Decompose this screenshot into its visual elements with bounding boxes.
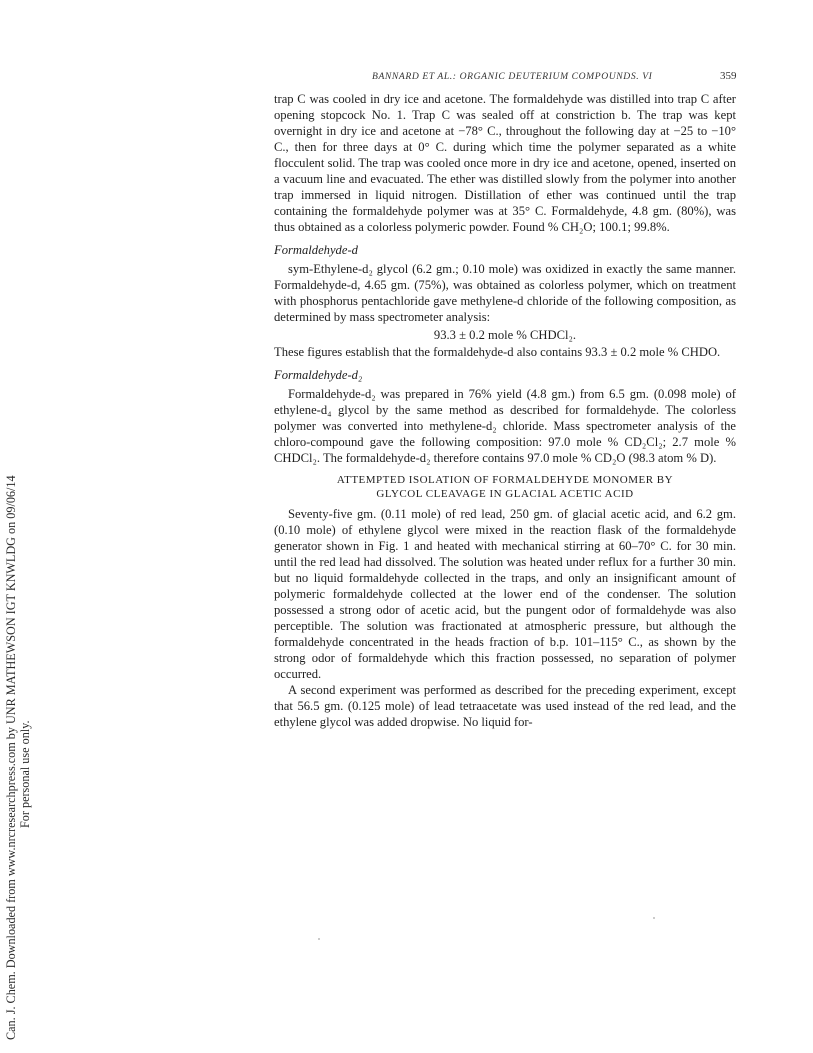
- page-number: 359: [720, 70, 737, 82]
- paragraph-second-experiment: A second experiment was performed as described for the preceding experiment, except that 56.5 gm. (0.125 mole) of lead tetraacetate was used instead of the red lead, and the ethylene glycol was added dropwise. No liquid for-: [274, 683, 736, 729]
- subhead-formaldehyde-d: Formaldehyde-d: [274, 243, 358, 257]
- download-notice-line-2: For personal use only.: [18, 720, 32, 828]
- scan-speck: [318, 938, 320, 940]
- download-notice: [4, 210, 32, 1040]
- download-notice-line-1: Can. J. Chem. Downloaded from www.nrcresearchpress.com by UNR MATHEWSON IGT KNWLDG on 09/06/14: [4, 475, 18, 1040]
- scan-speck: [653, 917, 655, 919]
- paragraph-trap-procedure: trap C was cooled in dry ice and acetone. The formaldehyde was distilled into trap C after opening stopcock No. 1. Trap C was sealed off at constriction b. The trap was kept overnight in dry ice and acetone at −78° C., throughout the following day at −25 to −10° C., then for three days at 0° C. during which time the polymer separated as a white flocculent solid. The trap was cooled once more in dry ice and acetone, opened, inserted on a vacuum line and evacuated. The ether was distilled slowly from the polymer into another trap immersed in liquid nitrogen. Distillation of ether was continued until the trap containing the formaldehyde polymer was at 35° C. Formaldehyde, 4.8 gm. (80%), was thus obtained as a colorless polymeric powder. Found % CH₂O; 100.1; 99.8%.: [274, 92, 736, 234]
- paragraph-formaldehyde-d2: Formaldehyde-d₂ was prepared in 76% yield (4.8 gm.) from 6.5 gm. (0.098 mole) of ethylene-d₄ glycol by the same method as described for formaldehyde. The colorless polymer was converted into methylene-d₂ chloride. Mass spectrometer analysis of the chloro-compound gave the following composition: 97.0 mole % CD₂Cl₂; 2.7 mole % CHDCl₂. The formaldehyde-d₂ therefore contains 97.0 mole % CD₂O (98.3 atom % D).: [274, 387, 736, 465]
- section-heading-line-2: GLYCOL CLEAVAGE IN GLACIAL ACETIC ACID: [376, 488, 634, 500]
- paragraph-formaldehyde-d: sym-Ethylene-d₂ glycol (6.2 gm.; 0.10 mole) was oxidized in exactly the same manner. Formaldehyde-d, 4.65 gm. (75%), was obtained as colorless polymer, which on treatment with phosphorus pentachloride gave methylene-d chloride of the following composition, as determined by mass spectrometer analysis:: [274, 262, 736, 324]
- composition-equation: 93.3 ± 0.2 mole % CHDCl₂.: [433, 328, 577, 342]
- paragraph-red-lead-experiment: Seventy-five gm. (0.11 mole) of red lead, 250 gm. of glacial acetic acid, and 6.2 gm. (0.10 mole) of ethylene glycol were mixed in the reaction flask of the formaldehyde generator shown in Fig. 1 and heated with mechanical stirring at 60–70° C. for 30 min. until the red lead had dissolved. The solution was heated under reflux for a further 30 min. but no liquid formaldehyde collected in the traps, and only an insignificant amount of polymeric formaldehyde collected at the lower end of the condenser. The solution possessed a strong odor of acetic acid, but the pungent odor of formaldehyde was also perceptible. The solution was fractionated at atmospheric pressure, but although the formaldehyde concentrated in the heads fraction of b.p. 101–115° C., as shown by the strong odor of formaldehyde which this fraction possessed, no separation of polymer occurred.: [274, 507, 736, 681]
- running-head: BANNARD ET AL.: ORGANIC DEUTERIUM COMPOUNDS. VI: [372, 71, 653, 82]
- subhead-formaldehyde-d2: Formaldehyde-d₂: [274, 368, 363, 382]
- section-heading-line-1: ATTEMPTED ISOLATION OF FORMALDEHYDE MONOMER BY: [336, 474, 674, 486]
- section-heading: [274, 473, 736, 501]
- article-body: [274, 91, 736, 730]
- paragraph-figures-establish: These figures establish that the formaldehyde-d also contains 93.3 ± 0.2 mole % CHDO.: [274, 345, 721, 359]
